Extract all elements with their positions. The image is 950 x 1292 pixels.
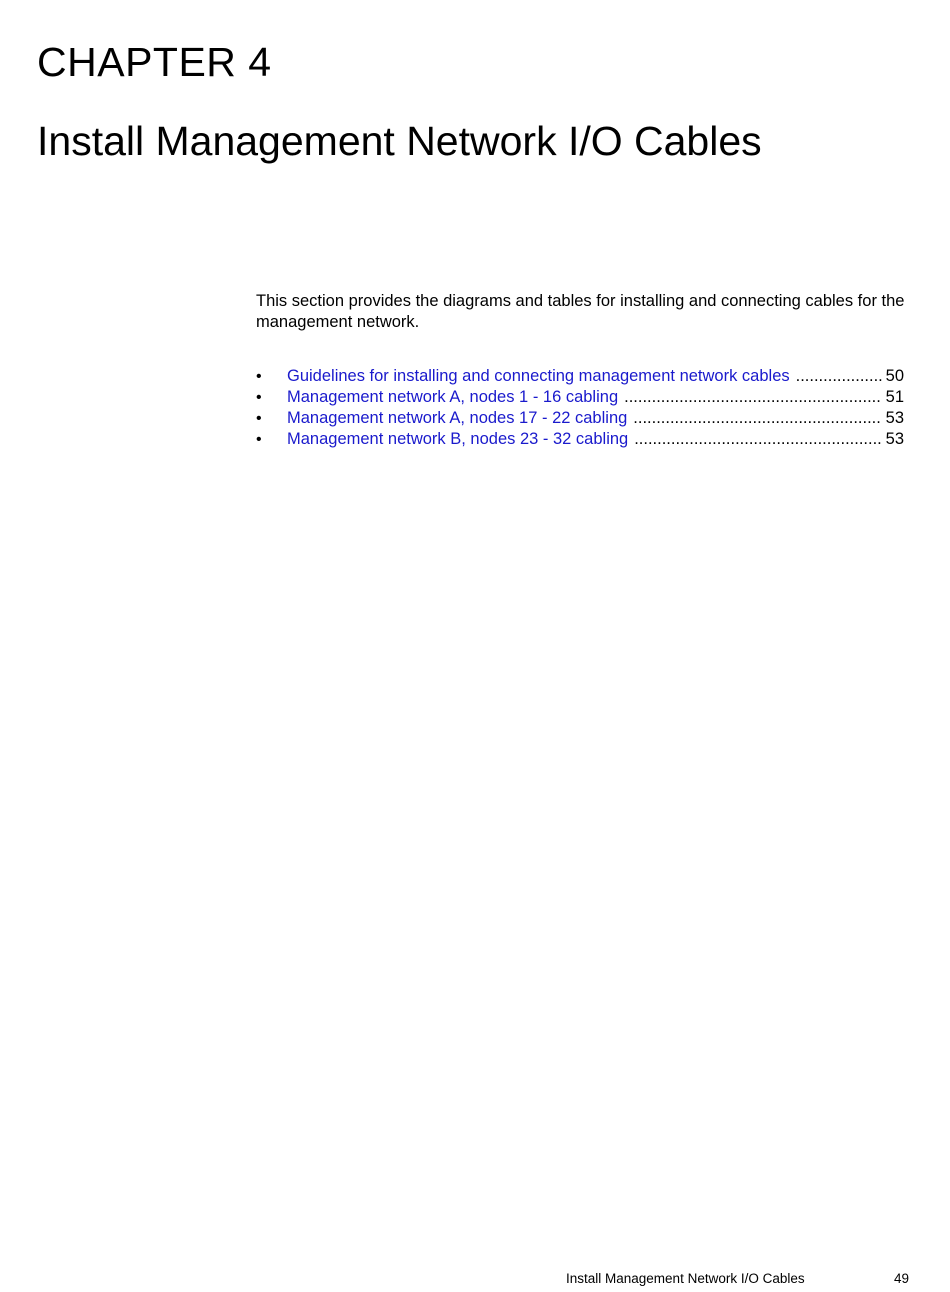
toc-link-guidelines[interactable]: Guidelines for installing and connecting management network cables <box>287 367 790 385</box>
intro-paragraph: This section provides the diagrams and tables for installing and connecting cables for the management network. <box>256 292 905 331</box>
section-toc <box>256 366 904 450</box>
chapter-title: Install Management Network I/O Cables <box>37 118 762 164</box>
toc-leader <box>624 387 882 408</box>
toc-link-network-b-nodes-23-32[interactable]: Management network B, nodes 23 - 32 cabling <box>287 430 629 448</box>
bullet-icon: • <box>256 389 262 406</box>
toc-page-number: 51 <box>885 388 904 406</box>
toc-leader <box>633 408 881 429</box>
bullet-icon: • <box>256 410 262 427</box>
bullet-icon: • <box>256 431 262 448</box>
toc-link-network-a-nodes-1-16[interactable]: Management network A, nodes 1 - 16 cabling <box>287 388 619 406</box>
toc-item <box>256 429 904 450</box>
toc-item <box>256 366 904 387</box>
toc-link-network-a-nodes-17-22[interactable]: Management network A, nodes 17 - 22 cabling <box>287 409 628 427</box>
bullet-icon: • <box>256 368 262 385</box>
chapter-label: CHAPTER 4 <box>37 39 272 85</box>
toc-page-number: 53 <box>885 409 904 427</box>
footer-title: Install Management Network I/O Cables <box>566 1271 805 1286</box>
toc-leader <box>796 366 882 387</box>
toc-page-number: 53 <box>885 430 904 448</box>
toc-item <box>256 387 904 408</box>
toc-leader <box>634 429 881 450</box>
toc-item <box>256 408 904 429</box>
toc-page-number: 50 <box>885 367 904 385</box>
footer-page-number: 49 <box>894 1271 910 1286</box>
